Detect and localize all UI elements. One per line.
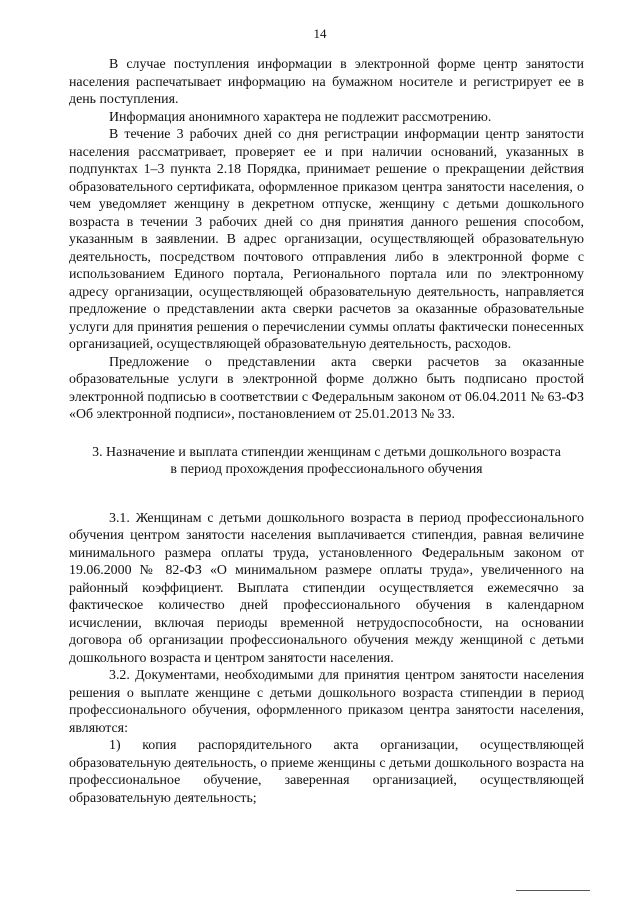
paragraph-3-1: 3.1. Женщинам с детьми дошкольного возраста в период профессионального обучения центром занятости населения выплачивается стипендия, равная величине минимального размера оплаты труда, установленного Федеральным законом от 19.06.2000 № 82-ФЗ «О минимальном размере оплаты труда», увеличенного на районный коэффициент. Выплата стипендии осуществляется ежемесячно за фактическое количество дней профессионального обучения в календарном исчислении, включая периоды временной нетрудоспособности, на основании договора об организации профессионального обучения между женщиной с детьми дошкольного возраста и центром занятости населения. [69,510,584,666]
paragraph-3-2-item-1: 1) копия распорядительного акта организации, осуществляющей образовательную деятельность, о приеме женщины с детьми дошкольного возраста на профессиональное обучение, заверенная организацией, осуществляющей образовательную деятельность; [69,738,584,806]
document-body [69,56,584,807]
paragraph-3-2: 3.2. Документами, необходимыми для принятия центром занятости населения решения о выплате женщине с детьми дошкольного возраста стипендии в период профессионального обучения, оформленного приказом центра занятости населения, являются: [69,668,584,736]
paragraph-electronic-registration: В случае поступления информации в электронной форме центр занятости населения распечатывает информацию на бумажном носителе и регистрирует ее в день поступления. [69,57,584,107]
footer-rule [516,890,590,891]
section-heading-line2: в период прохождения профессионального обучения [170,462,483,477]
page-number: 14 [313,26,327,41]
section-heading [69,444,584,479]
paragraph-anonymous-info: Информация анонимного характера не подлежит рассмотрению. [109,109,492,125]
paragraph-electronic-signature: Предложение о представлении акта сверки расчетов за оказанные образовательные услуги в электронной форме должно быть подписано простой электронной подписью в соответствии с Федеральным законом от 06.04.2011 № 63-ФЗ «Об электронной подписи», постановлением от 25.01.2013 № 33. [69,354,584,422]
section-heading-line1: 3. Назначение и выплата стипендии женщинам с детьми дошкольного возраста [92,444,561,460]
paragraph-review-decision: В течение 3 рабочих дней со дня регистрации информации центр занятости населения рассматривает, проверяет ее и при наличии оснований, указанных в подпунктах 1–3 пункта 2.18 Порядка, принимает решение о прекращении действия образовательного сертификата, оформленное приказом центра занятости населения, о чем уведомляет женщину в декретном отпуске, женщину с детьми дошкольного возраста в течении 3 рабочих дней со дня принятия данного решения способом, указанным в заявлении. В адрес организации, осуществляющей образовательную деятельность, посредством почтового отправления либо в электронной форме с использованием Единого портала, Регионального портала или по электронному адресу организации, осуществляющей образовательную деятельность, направляется предложение о представлении акта сверки расчетов за оказанные образовательные услуги для принятия решения о перечислении суммы оплаты фактически понесенных организацией, осуществляющей образовательную деятельность, расходов. [69,127,584,352]
